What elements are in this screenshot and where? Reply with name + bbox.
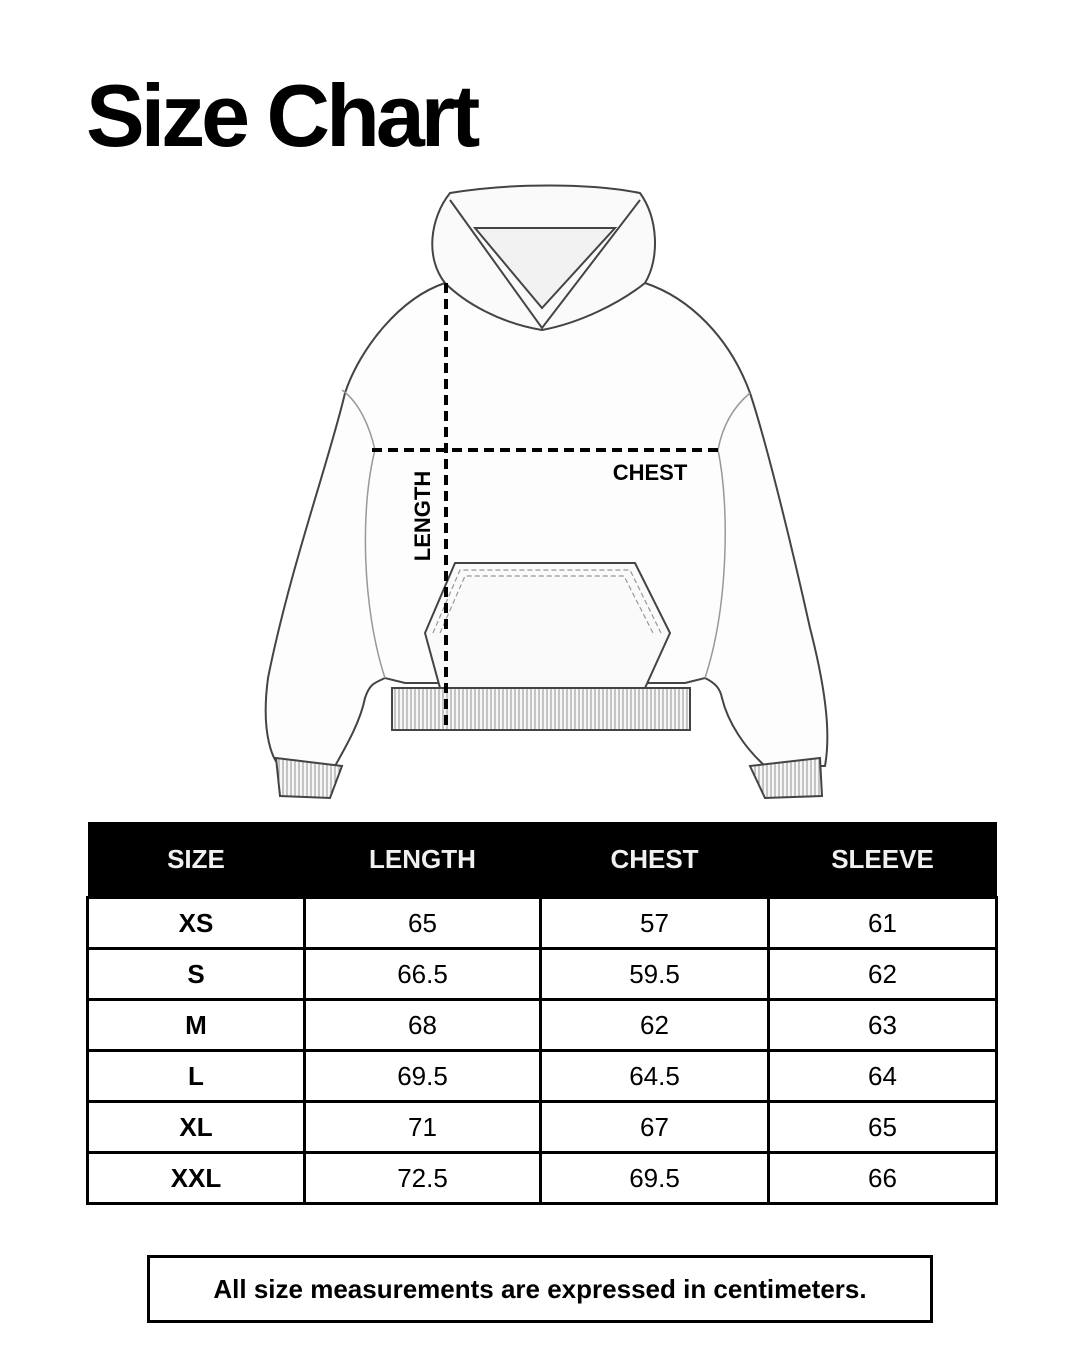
units-note: All size measurements are expressed in centimeters. — [147, 1255, 933, 1323]
length-cell: 65 — [305, 898, 541, 949]
chest-cell: 67 — [541, 1102, 769, 1153]
size-cell: XXL — [88, 1153, 305, 1204]
table-row — [88, 1051, 997, 1102]
sleeve-cell: 62 — [769, 949, 997, 1000]
size-cell: S — [88, 949, 305, 1000]
hoodie-left-cuff — [276, 758, 342, 798]
table-row — [88, 1102, 997, 1153]
hoodie-pocket — [425, 563, 670, 688]
length-cell: 69.5 — [305, 1051, 541, 1102]
table-row — [88, 898, 997, 949]
table-row — [88, 949, 997, 1000]
table-row — [88, 1000, 997, 1051]
sleeve-cell: 61 — [769, 898, 997, 949]
header-length: LENGTH — [305, 822, 541, 898]
hoodie-illustration — [250, 178, 850, 808]
header-chest: CHEST — [541, 822, 769, 898]
size-cell: M — [88, 1000, 305, 1051]
length-label: LENGTH — [410, 470, 435, 562]
chest-cell: 62 — [541, 1000, 769, 1051]
sleeve-cell: 63 — [769, 1000, 997, 1051]
length-cell: 72.5 — [305, 1153, 541, 1204]
chest-label: CHEST — [612, 460, 688, 485]
hoodie-right-cuff — [750, 758, 822, 798]
chest-cell: 59.5 — [541, 949, 769, 1000]
sleeve-cell: 64 — [769, 1051, 997, 1102]
length-cell: 68 — [305, 1000, 541, 1051]
length-cell: 66.5 — [305, 949, 541, 1000]
size-cell: XL — [88, 1102, 305, 1153]
header-size: SIZE — [88, 822, 305, 898]
sleeve-cell: 66 — [769, 1153, 997, 1204]
table-header-row — [88, 822, 997, 898]
hoodie-diagram — [250, 178, 850, 808]
chest-cell: 57 — [541, 898, 769, 949]
page-title: Size Chart — [86, 66, 477, 165]
sleeve-cell: 65 — [769, 1102, 997, 1153]
hoodie-waistband — [392, 688, 690, 730]
header-sleeve: SLEEVE — [769, 822, 997, 898]
chest-cell: 69.5 — [541, 1153, 769, 1204]
size-cell: XS — [88, 898, 305, 949]
chest-cell: 64.5 — [541, 1051, 769, 1102]
size-table — [86, 822, 998, 1205]
table-row — [88, 1153, 997, 1204]
size-cell: L — [88, 1051, 305, 1102]
length-cell: 71 — [305, 1102, 541, 1153]
